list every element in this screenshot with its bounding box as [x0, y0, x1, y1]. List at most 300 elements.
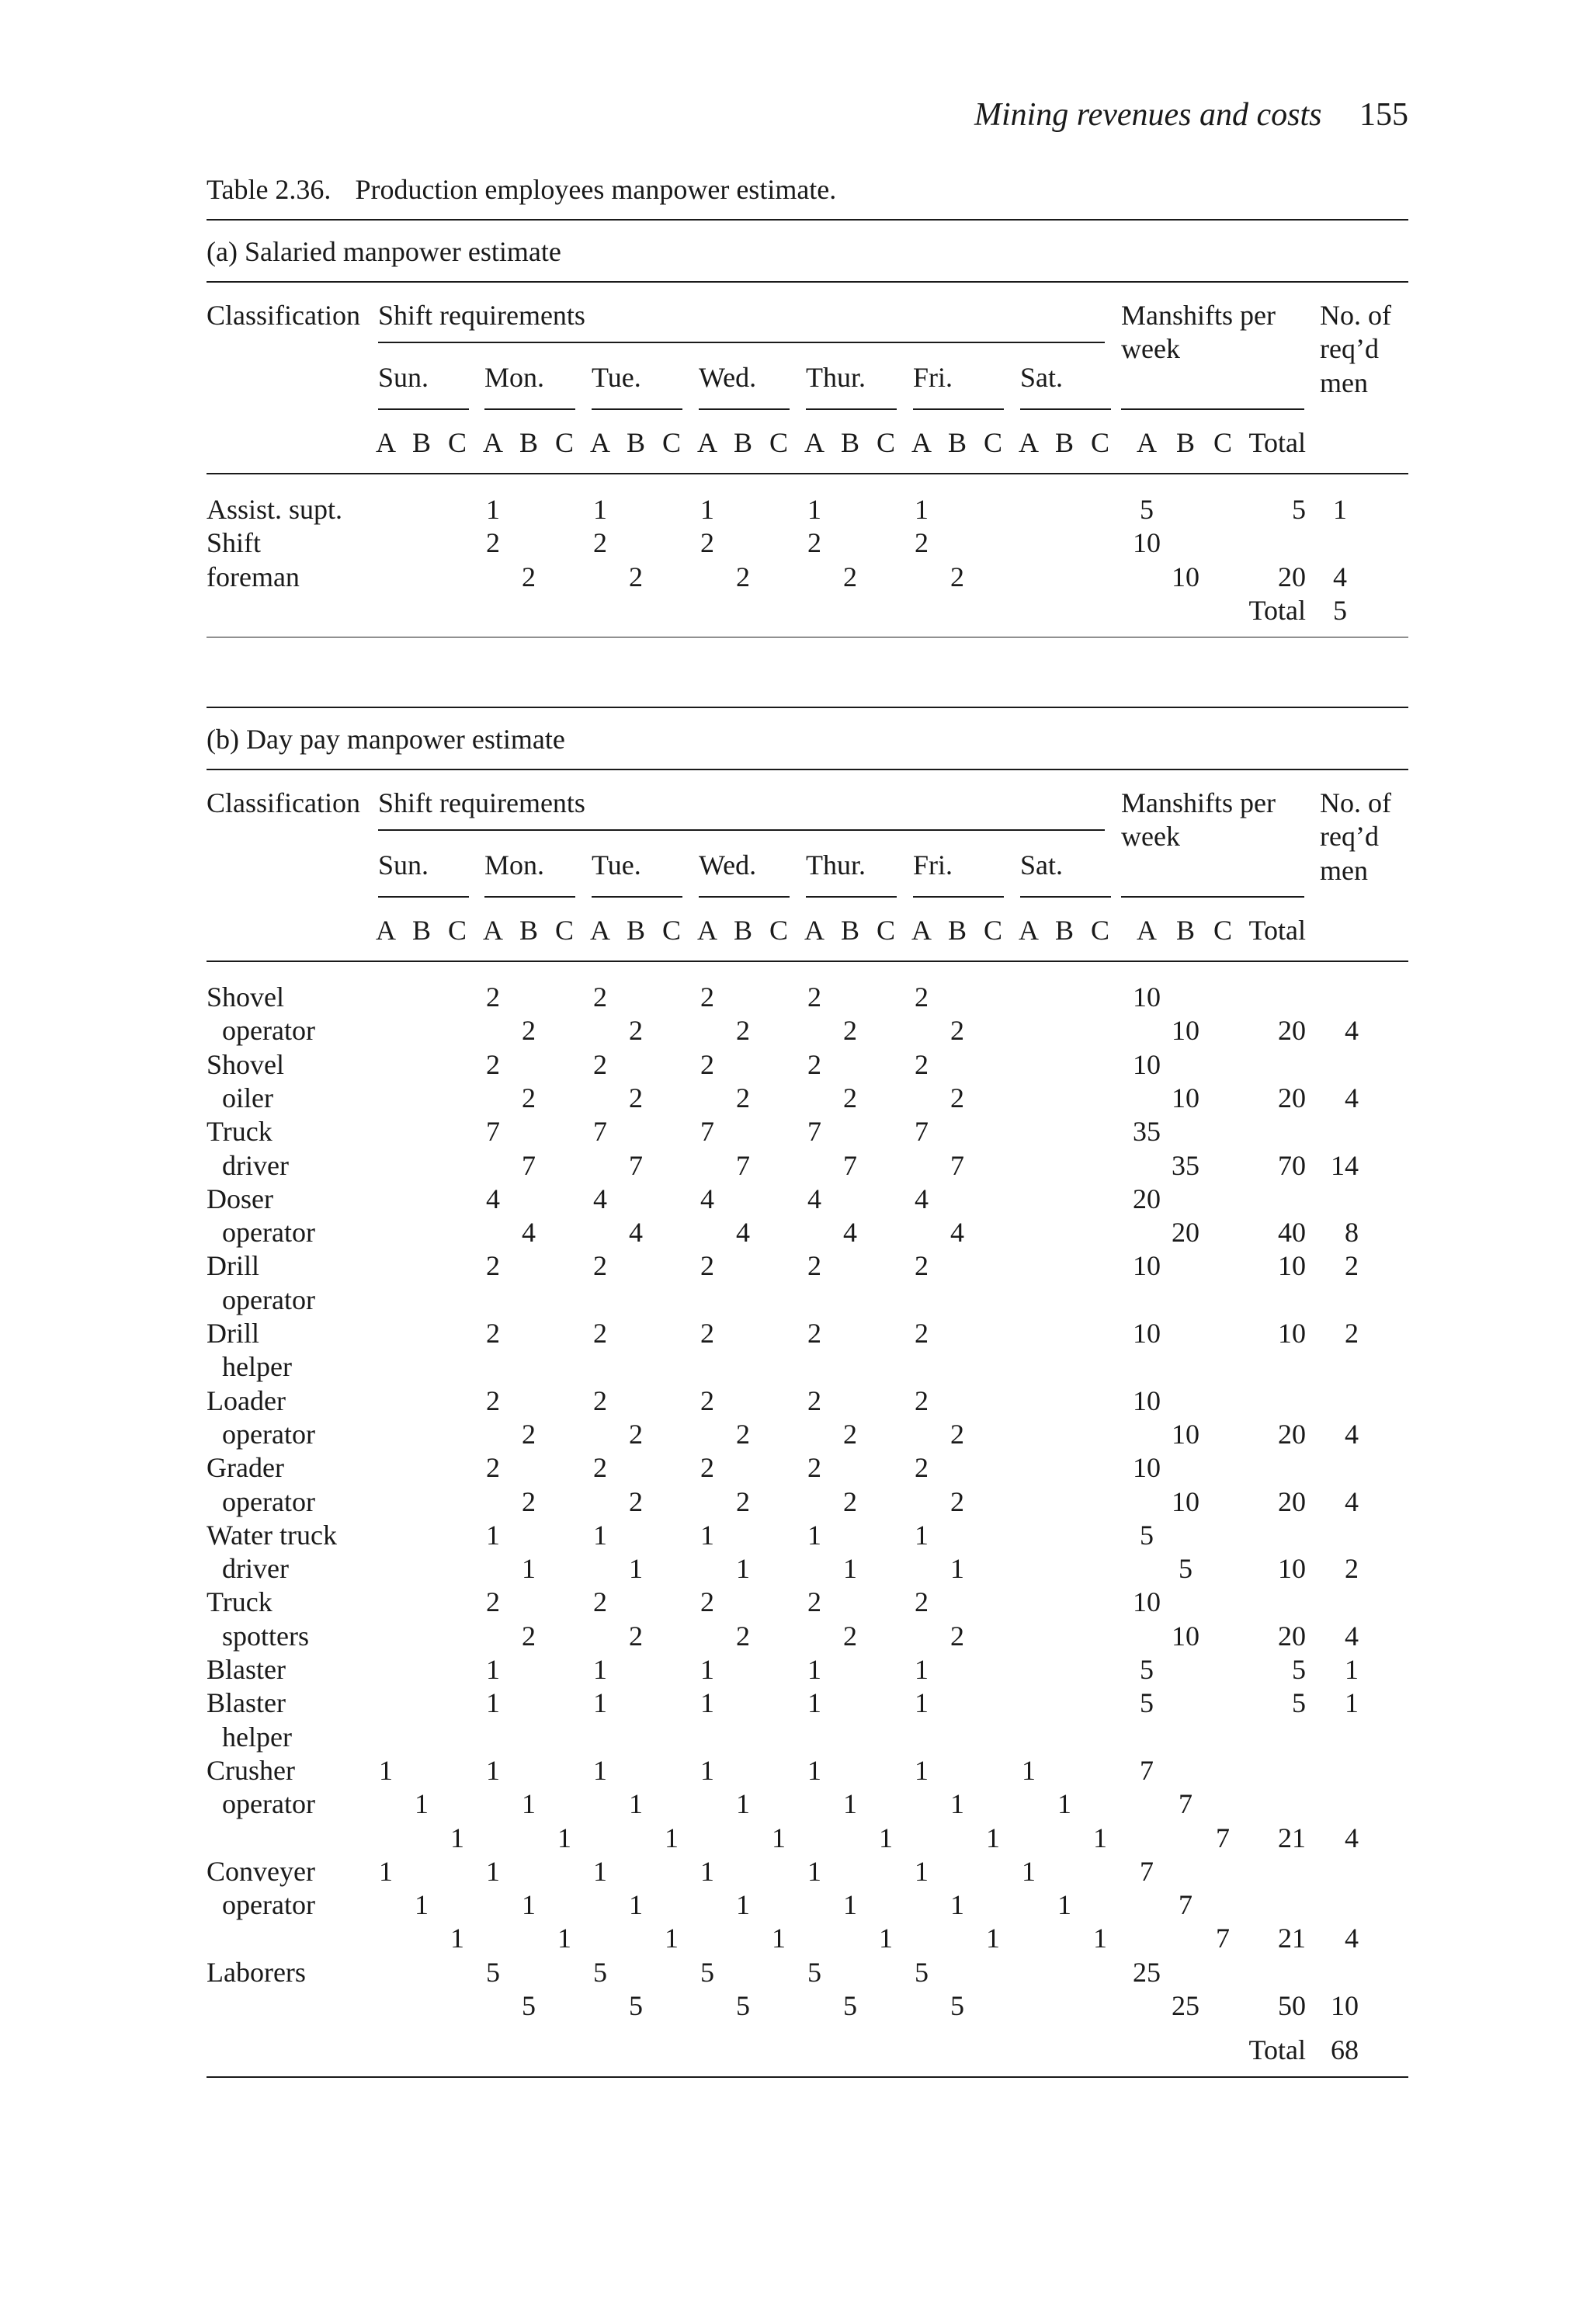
men-required-cell: 4 — [1345, 1015, 1359, 1047]
shift-cell: 4 — [486, 1183, 500, 1214]
shift-letter-header: A — [590, 427, 610, 458]
shift-requirements-rule — [378, 342, 1105, 343]
shift-cell: 2 — [486, 1250, 500, 1282]
row-label: operator — [222, 1217, 315, 1249]
shift-cell: 5 — [629, 1990, 643, 2021]
shift-letter-header: C — [876, 427, 896, 458]
shift-letter-header: C — [554, 427, 575, 458]
row-label: Drill — [207, 1318, 259, 1349]
row-label: Crusher — [207, 1754, 295, 1786]
row-label: Blaster — [207, 1654, 286, 1685]
row-label: operator — [222, 1889, 315, 1921]
shift-cell: 2 — [950, 1620, 964, 1652]
shift-cell: 1 — [807, 1687, 821, 1719]
shift-cell: 1 — [593, 494, 607, 525]
shift-cell: 2 — [950, 1015, 964, 1047]
manshift-a-cell: 5 — [1140, 1654, 1154, 1685]
shift-cell: 1 — [665, 1822, 679, 1853]
shift-cell: 2 — [700, 1384, 714, 1416]
shift-cell: 1 — [629, 1788, 643, 1820]
shift-cell: 1 — [843, 1889, 857, 1921]
row-label: oiler — [222, 1082, 273, 1113]
row-label: operator — [222, 1418, 315, 1450]
grand-total-value: 5 — [1333, 594, 1347, 626]
shift-cell: 2 — [700, 1452, 714, 1484]
shift-cell: 1 — [700, 1754, 714, 1786]
shift-cell: 5 — [736, 1990, 750, 2021]
shift-cell: 2 — [950, 561, 964, 592]
shift-letter-header: B — [840, 427, 860, 458]
shift-cell: 2 — [629, 1485, 643, 1517]
day-header-fri: Fri. — [913, 849, 953, 881]
shift-letter-header: B — [840, 915, 860, 946]
shift-cell: 2 — [950, 1418, 964, 1450]
manshifts-header: Manshifts per — [1121, 300, 1276, 331]
shift-cell: 1 — [879, 1822, 893, 1853]
shift-cell: 2 — [593, 981, 607, 1013]
men-required-cell: 1 — [1345, 1654, 1359, 1685]
manshift-a-cell: 7 — [1140, 1855, 1154, 1887]
manshift-b-cell: 10 — [1172, 1082, 1199, 1113]
shift-letter-header: C — [769, 427, 789, 458]
manshift-b-cell: 7 — [1179, 1788, 1192, 1820]
day-underline — [806, 896, 897, 898]
shift-cell: 1 — [1093, 1822, 1107, 1853]
row-label: Grader — [207, 1452, 284, 1484]
manshift-total-cell: 5 — [1292, 1687, 1306, 1719]
manshift-total-cell: 20 — [1278, 1082, 1306, 1113]
shift-cell: 1 — [486, 1687, 500, 1719]
men-required-cell: 2 — [1345, 1250, 1359, 1282]
shift-cell: 1 — [950, 1889, 964, 1921]
manshift-total-cell: 5 — [1292, 494, 1306, 525]
shift-cell: 7 — [700, 1116, 714, 1148]
shift-cell: 1 — [522, 1889, 536, 1921]
row-label: Blaster — [207, 1687, 286, 1719]
manshift-b-cell: 25 — [1172, 1990, 1199, 2021]
manshifts-underline — [1121, 408, 1304, 410]
shift-cell: 2 — [522, 561, 536, 592]
row-label: Shovel — [207, 1048, 285, 1080]
shift-cell: 5 — [486, 1956, 500, 1988]
shift-cell: 5 — [700, 1956, 714, 1988]
shift-cell: 2 — [843, 1620, 857, 1652]
shift-letter-header: C — [1090, 915, 1110, 946]
row-label: Water truck — [207, 1519, 338, 1551]
day-underline — [699, 896, 790, 898]
shift-cell: 2 — [486, 1586, 500, 1618]
shift-cell: 2 — [522, 1015, 536, 1047]
section-title: (a) Salaried manpower estimate — [207, 236, 561, 267]
day-underline — [699, 408, 790, 410]
shift-cell: 7 — [807, 1116, 821, 1148]
day-underline — [378, 408, 469, 410]
manshift-a-cell: 25 — [1133, 1956, 1161, 1988]
day-header-wed: Wed. — [699, 362, 757, 393]
shift-letter-header: C — [983, 915, 1003, 946]
shift-cell: 1 — [807, 494, 821, 525]
shift-letter-header: C — [554, 915, 575, 946]
day-underline — [913, 896, 1004, 898]
manshifts-header: week — [1121, 333, 1180, 365]
shift-cell: 4 — [915, 1183, 929, 1214]
shift-cell: 2 — [486, 981, 500, 1013]
shift-cell: 7 — [843, 1149, 857, 1181]
shift-cell: 1 — [1093, 1923, 1107, 1954]
row-label: Shovel — [207, 981, 285, 1013]
shift-cell: 2 — [915, 527, 929, 559]
classification-header: Classification — [207, 787, 360, 818]
shift-cell: 1 — [915, 1654, 929, 1685]
men-required-cell: 4 — [1345, 1620, 1359, 1652]
caption-text: Production employees manpower estimate. — [355, 174, 837, 205]
shift-cell: 1 — [593, 1654, 607, 1685]
shift-cell: 1 — [807, 1855, 821, 1887]
shift-cell: 1 — [557, 1822, 571, 1853]
shift-cell: 2 — [629, 1015, 643, 1047]
manshift-total-cell: 10 — [1278, 1250, 1306, 1282]
shift-cell: 2 — [807, 527, 821, 559]
men-required-cell: 2 — [1345, 1318, 1359, 1349]
shift-cell: 4 — [700, 1183, 714, 1214]
manshift-a-cell: 5 — [1140, 1687, 1154, 1719]
shift-cell: 1 — [557, 1923, 571, 1954]
shift-cell: 2 — [700, 1250, 714, 1282]
shift-letter-header: A — [911, 915, 932, 946]
section-title: (b) Day pay manpower estimate — [207, 724, 565, 755]
shift-cell: 2 — [843, 1015, 857, 1047]
shift-cell: 2 — [700, 527, 714, 559]
manshift-a-cell: 20 — [1133, 1183, 1161, 1214]
running-header — [974, 99, 1408, 131]
shift-cell: 1 — [807, 1754, 821, 1786]
row-label: Shift — [207, 527, 262, 559]
shift-cell: 1 — [486, 1855, 500, 1887]
manshift-a-cell: 10 — [1133, 1318, 1161, 1349]
shift-cell: 2 — [915, 1384, 929, 1416]
manshift-a-cell: 10 — [1133, 981, 1161, 1013]
manshift-total-cell: 40 — [1278, 1217, 1306, 1249]
shift-requirements-header: Shift requirements — [378, 300, 585, 331]
shift-letter-header: A — [1019, 915, 1039, 946]
day-underline — [484, 408, 575, 410]
row-label: Laborers — [207, 1956, 306, 1988]
row-label: operator — [222, 1284, 315, 1315]
shift-cell: 1 — [665, 1923, 679, 1954]
shift-cell: 1 — [843, 1553, 857, 1585]
shift-cell: 2 — [736, 1620, 750, 1652]
shift-cell: 2 — [522, 1418, 536, 1450]
shift-cell: 1 — [700, 1855, 714, 1887]
shift-letter-header: A — [697, 427, 717, 458]
shift-cell: 4 — [593, 1183, 607, 1214]
day-underline — [806, 408, 897, 410]
manshift-c-cell: 7 — [1216, 1923, 1230, 1954]
shift-cell: 5 — [522, 1990, 536, 2021]
shift-cell: 1 — [915, 494, 929, 525]
shift-cell: 7 — [915, 1116, 929, 1148]
shift-cell: 2 — [950, 1082, 964, 1113]
shift-cell: 1 — [700, 1687, 714, 1719]
manshift-letter-header: A — [1137, 427, 1157, 458]
shift-cell: 1 — [522, 1788, 536, 1820]
shift-cell: 2 — [593, 1318, 607, 1349]
shift-letter-header: A — [911, 427, 932, 458]
shift-cell: 2 — [736, 1015, 750, 1047]
shift-letter-header: C — [983, 427, 1003, 458]
day-underline — [484, 896, 575, 898]
shift-letter-header: B — [411, 915, 432, 946]
shift-cell: 1 — [593, 1754, 607, 1786]
shift-cell: 1 — [843, 1788, 857, 1820]
section-top-rule — [207, 707, 1408, 708]
shift-letter-header: A — [483, 427, 503, 458]
manshift-total-cell: 10 — [1278, 1553, 1306, 1585]
shift-cell: 1 — [629, 1553, 643, 1585]
day-header-thur: Thur. — [806, 849, 866, 881]
shift-cell: 1 — [700, 1654, 714, 1685]
shift-cell: 4 — [629, 1217, 643, 1249]
shift-cell: 5 — [807, 1956, 821, 1988]
shift-cell: 2 — [629, 1082, 643, 1113]
shift-cell: 1 — [1057, 1788, 1071, 1820]
shift-cell: 2 — [807, 1318, 821, 1349]
shift-cell: 2 — [915, 1318, 929, 1349]
shift-cell: 1 — [772, 1822, 786, 1853]
shift-cell: 1 — [915, 1519, 929, 1551]
shift-cell: 2 — [593, 1384, 607, 1416]
row-label: operator — [222, 1015, 315, 1047]
shift-cell: 2 — [522, 1485, 536, 1517]
shift-cell: 7 — [629, 1149, 643, 1181]
shift-letter-header: B — [947, 427, 967, 458]
shift-cell: 7 — [486, 1116, 500, 1148]
shift-cell: 2 — [843, 1485, 857, 1517]
shift-cell: 7 — [522, 1149, 536, 1181]
shift-cell: 4 — [522, 1217, 536, 1249]
header-top-rule — [207, 769, 1408, 770]
manshift-b-cell: 35 — [1172, 1149, 1199, 1181]
shift-letter-header: B — [626, 427, 646, 458]
manshift-total-cell: 70 — [1278, 1149, 1306, 1181]
shift-cell: 2 — [486, 1048, 500, 1080]
shift-cell: 1 — [1022, 1754, 1036, 1786]
running-title: Mining revenues and costs — [974, 97, 1322, 133]
shift-cell: 5 — [843, 1990, 857, 2021]
men-header: No. of — [1320, 787, 1391, 818]
row-label: Drill — [207, 1250, 259, 1282]
shift-cell: 1 — [700, 494, 714, 525]
manshift-b-cell: 10 — [1172, 1485, 1199, 1517]
shift-cell: 1 — [593, 1855, 607, 1887]
shift-cell: 2 — [736, 1485, 750, 1517]
manshift-a-cell: 10 — [1133, 527, 1161, 559]
grand-total-label: Total — [1248, 2034, 1306, 2066]
manshift-a-cell: 5 — [1140, 494, 1154, 525]
row-label: Doser — [207, 1183, 273, 1214]
shift-letter-header: C — [661, 427, 682, 458]
shift-letter-header: C — [1090, 427, 1110, 458]
shift-letter-header: A — [376, 427, 396, 458]
shift-cell: 1 — [486, 1754, 500, 1786]
men-required-cell: 14 — [1331, 1149, 1359, 1181]
row-label: operator — [222, 1485, 315, 1517]
day-underline — [1020, 896, 1111, 898]
manshift-b-cell: 10 — [1172, 1418, 1199, 1450]
day-underline — [913, 408, 1004, 410]
shift-cell: 1 — [950, 1553, 964, 1585]
manshift-total-header: Total — [1248, 427, 1306, 458]
manshift-total-cell: 5 — [1292, 1654, 1306, 1685]
shift-cell: 2 — [522, 1082, 536, 1113]
shift-cell: 1 — [415, 1788, 429, 1820]
shift-letter-header: A — [804, 915, 825, 946]
shift-letter-header: A — [1019, 427, 1039, 458]
day-header-tue: Tue. — [592, 362, 641, 393]
manshift-total-cell: 20 — [1278, 561, 1306, 592]
shift-cell: 4 — [950, 1217, 964, 1249]
men-required-cell: 4 — [1345, 1418, 1359, 1450]
shift-cell: 2 — [486, 1318, 500, 1349]
shift-cell: 1 — [1057, 1889, 1071, 1921]
men-required-cell: 4 — [1345, 1485, 1359, 1517]
shift-letter-header: A — [483, 915, 503, 946]
manshift-b-cell: 7 — [1179, 1889, 1192, 1921]
shift-letter-header: B — [626, 915, 646, 946]
row-label: Truck — [207, 1116, 273, 1148]
shift-cell: 1 — [486, 1654, 500, 1685]
shift-cell: 2 — [629, 561, 643, 592]
shift-letter-header: B — [411, 427, 432, 458]
day-header-wed: Wed. — [699, 849, 757, 881]
shift-cell: 1 — [379, 1754, 393, 1786]
shift-cell: 2 — [593, 527, 607, 559]
shift-cell: 2 — [629, 1418, 643, 1450]
day-header-fri: Fri. — [913, 362, 953, 393]
manshift-b-cell: 10 — [1172, 1015, 1199, 1047]
manshift-b-cell: 20 — [1172, 1217, 1199, 1249]
manshift-a-cell: 10 — [1133, 1452, 1161, 1484]
row-label: Truck — [207, 1586, 273, 1618]
men-header: men — [1320, 854, 1368, 886]
row-label: Assist. supt. — [207, 494, 343, 525]
section-bottom-rule — [207, 637, 1408, 638]
shift-cell: 1 — [807, 1519, 821, 1551]
shift-cell: 2 — [807, 1384, 821, 1416]
men-required-cell: 10 — [1331, 1990, 1359, 2021]
shift-cell: 1 — [772, 1923, 786, 1954]
shift-cell: 1 — [522, 1553, 536, 1585]
section-bottom-rule — [207, 2076, 1408, 2078]
shift-cell: 5 — [950, 1990, 964, 2021]
shift-letter-header: C — [447, 427, 467, 458]
men-required-cell: 4 — [1345, 1923, 1359, 1954]
men-required-cell: 8 — [1345, 1217, 1359, 1249]
row-label: Loader — [207, 1384, 286, 1416]
header-bottom-rule — [207, 473, 1408, 474]
shift-cell: 1 — [915, 1754, 929, 1786]
shift-cell: 1 — [1022, 1855, 1036, 1887]
shift-cell: 2 — [807, 1586, 821, 1618]
shift-cell: 1 — [379, 1855, 393, 1887]
manshift-letter-header: B — [1175, 915, 1196, 946]
manshift-total-cell: 20 — [1278, 1485, 1306, 1517]
men-required-cell: 1 — [1333, 494, 1347, 525]
shift-cell: 2 — [807, 1250, 821, 1282]
shift-cell: 2 — [593, 1586, 607, 1618]
manshift-a-cell: 10 — [1133, 1250, 1161, 1282]
shift-cell: 2 — [915, 1586, 929, 1618]
manshift-a-cell: 10 — [1133, 1048, 1161, 1080]
shift-letter-header: B — [1054, 915, 1074, 946]
shift-cell: 2 — [629, 1620, 643, 1652]
grand-total-value: 68 — [1331, 2034, 1359, 2066]
shift-letter-header: A — [376, 915, 396, 946]
row-label: driver — [222, 1553, 289, 1585]
manshifts-underline — [1121, 896, 1304, 898]
shift-cell: 2 — [486, 527, 500, 559]
manshift-a-cell: 10 — [1133, 1384, 1161, 1416]
shift-cell: 1 — [736, 1788, 750, 1820]
shift-cell: 2 — [843, 1418, 857, 1450]
manshift-letter-header: A — [1137, 915, 1157, 946]
manshift-total-cell: 50 — [1278, 1990, 1306, 2021]
shift-cell: 2 — [736, 1418, 750, 1450]
shift-cell: 2 — [915, 981, 929, 1013]
men-required-cell: 2 — [1345, 1553, 1359, 1585]
men-required-cell: 4 — [1333, 561, 1347, 592]
men-header: req’d — [1320, 821, 1379, 853]
manshift-b-cell: 10 — [1172, 561, 1199, 592]
header-bottom-rule — [207, 961, 1408, 962]
shift-cell: 7 — [593, 1116, 607, 1148]
shift-letter-header: B — [1054, 427, 1074, 458]
shift-letter-header: B — [519, 915, 539, 946]
shift-letter-header: C — [769, 915, 789, 946]
men-required-cell: 4 — [1345, 1082, 1359, 1113]
day-header-mon: Mon. — [484, 362, 545, 393]
section-top-rule — [207, 219, 1408, 221]
shift-cell: 7 — [736, 1149, 750, 1181]
shift-cell: 2 — [915, 1250, 929, 1282]
men-header: No. of — [1320, 300, 1391, 331]
shift-cell: 2 — [843, 1082, 857, 1113]
men-required-cell: 1 — [1345, 1687, 1359, 1719]
shift-cell: 7 — [950, 1149, 964, 1181]
shift-cell: 2 — [950, 1485, 964, 1517]
shift-cell: 1 — [700, 1519, 714, 1551]
shift-cell: 1 — [807, 1654, 821, 1685]
day-header-sun: Sun. — [378, 849, 429, 881]
row-label: spotters — [222, 1620, 309, 1652]
manshift-letter-header: C — [1213, 427, 1233, 458]
men-required-cell: 4 — [1345, 1822, 1359, 1853]
manshift-letter-header: C — [1213, 915, 1233, 946]
shift-cell: 1 — [450, 1822, 464, 1853]
manshift-total-cell: 10 — [1278, 1318, 1306, 1349]
manshifts-header: Manshifts per — [1121, 787, 1276, 818]
manshift-a-cell: 35 — [1133, 1116, 1161, 1148]
table-caption — [207, 175, 836, 203]
shift-cell: 1 — [986, 1822, 1000, 1853]
shift-cell: 1 — [486, 1519, 500, 1551]
shift-cell: 2 — [736, 561, 750, 592]
shift-cell: 1 — [950, 1788, 964, 1820]
row-label: helper — [222, 1721, 292, 1753]
grand-total-label: Total — [1248, 594, 1306, 626]
shift-letter-header: A — [697, 915, 717, 946]
shift-cell: 1 — [915, 1855, 929, 1887]
